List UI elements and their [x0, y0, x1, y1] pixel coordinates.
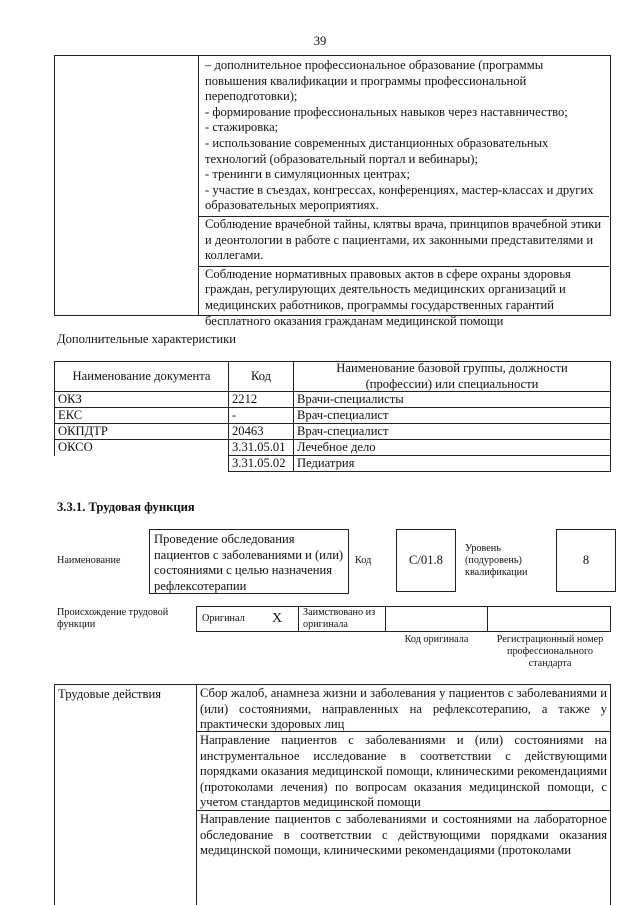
code-caption: Код оригинала: [404, 634, 469, 645]
extra-header-name: Наименование базовой группы, должности (профессии) или специальности: [336, 361, 568, 391]
extra-header-code: Код: [250, 369, 272, 383]
top-paragraph: - использование современных дистанционных образовательных технологий (образовательный портал и вебинары);: [205, 135, 549, 166]
top-paragraph: Соблюдение нормативных правовых актов в сфере охраны здоровья граждан, регулирующих деятельность медицинских организаций и медицинских работников, программы государственных гарантий бесплатного оказания гражданам медицинской помощи: [199, 266, 609, 329]
name-label: Наименование: [57, 555, 121, 566]
extra-cell: ЕКС: [58, 408, 83, 422]
extra-cell: ОКСО: [58, 440, 93, 454]
extra-heading: Дополнительные характеристики: [57, 332, 236, 346]
function-name: Проведение обследования пациентов с заболеваниями и (или) состояниями с целью назначения рефлексотерапии: [154, 532, 344, 593]
top-paragraph: - тренинги в симуляционных центрах;: [205, 167, 410, 182]
top-paragraph: - формирование профессиональных навыков через наставничество;: [205, 104, 568, 119]
level-label: Уровень (подуровень) квалификации: [465, 543, 528, 578]
top-paragraph: Соблюдение врачебной тайны, клятвы врача, принципов врачебной этики и деонтологии в работе с пациентами, их законными представителями и коллегами.: [199, 216, 609, 264]
extra-header-doc: Наименование документа: [72, 369, 211, 383]
top-paragraph: – дополнительное профессиональное образование (программы повышения квалификации и программы профессиональной переподготовки);: [205, 58, 544, 104]
extra-cell: 20463: [232, 424, 264, 438]
function-name-box: [149, 529, 349, 594]
extra-cell: ОКЗ: [58, 392, 82, 406]
extra-cell: 2212: [232, 392, 258, 406]
reg-caption: Регистрационный номер профессионального стандарта: [496, 634, 604, 669]
action-item: Сбор жалоб, анамнеза жизни и заболевания у пациентов с заболеваниями и (или) состояниями, направленных на рефлексотерапию, а также у практически здоровых лиц: [200, 686, 607, 732]
extra-cell: -: [232, 408, 237, 422]
code-label: Код: [355, 555, 372, 566]
top-table-content: [199, 58, 609, 329]
extra-cell: ОКПДТР: [58, 424, 108, 438]
extra-cell: 3.31.05.02: [232, 456, 286, 470]
extra-cell: Врач-специалист: [297, 408, 389, 422]
original-mark: X: [272, 611, 283, 626]
extra-cell: Лечебное дело: [297, 440, 376, 454]
top-paragraph: - участие в съездах, конгрессах, конференциях, мастер-классах и других образовательных мероприятиях.: [205, 182, 594, 213]
borrowed-label: Заимствовано из оригинала: [303, 607, 376, 630]
extra-cell: Врач-специалист: [297, 424, 389, 438]
extra-cell: 3.31.05.01: [232, 440, 286, 454]
extra-cell: Педиатрия: [297, 456, 355, 470]
action-item: Направление пациентов с заболеваниями и (или) состояниями на инструментальное исследование в соответствии с действующими порядками оказания медицинской помощи, клиническими рекомендациями (протоколами лечения) по вопросам оказания медицинской помощи, с учетом стандартов медицинской помощи: [200, 733, 607, 810]
code-box: [396, 529, 456, 592]
code-value: С/01.8: [409, 552, 443, 567]
origin-label: Происхождение трудовой функции: [57, 607, 169, 630]
top-paragraph: - стажировка;: [205, 120, 279, 135]
original-label: Оригинал: [202, 613, 245, 624]
level-value: 8: [582, 552, 590, 567]
extra-cell: Врачи-специалисты: [297, 392, 404, 406]
page-number: 39: [313, 34, 327, 48]
section-title: 3.3.1. Трудовая функция: [57, 500, 195, 514]
actions-label: Трудовые действия: [58, 687, 162, 701]
action-item: Направление пациентов с заболеваниями и состояниями на лабораторное обследование в соответствии с действующими порядками оказания медицинской помощи, клиническими рекомендациями (протоколами: [200, 812, 607, 858]
level-box: [556, 529, 616, 592]
